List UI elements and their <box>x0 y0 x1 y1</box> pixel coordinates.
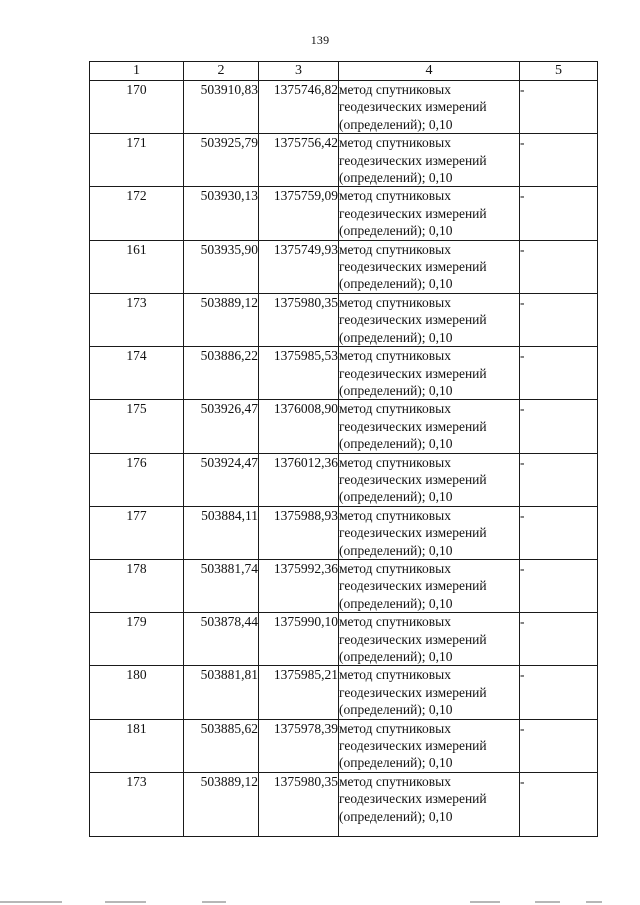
method-line: геодезических измерений <box>339 791 487 807</box>
method-line: (определений); 0,10 <box>339 436 453 452</box>
method-cell <box>339 613 520 666</box>
method-line: (определений); 0,10 <box>339 755 453 771</box>
table-row <box>90 187 598 240</box>
method-line: (определений); 0,10 <box>339 223 453 239</box>
table-row <box>90 240 598 293</box>
x-coordinate-cell: 503881,81 <box>184 666 259 719</box>
y-coordinate-cell: 1375985,53 <box>259 347 339 400</box>
column-5-cell: - <box>520 506 598 559</box>
method-cell <box>339 293 520 346</box>
table-row <box>90 772 598 836</box>
method-line: (определений); 0,10 <box>339 116 453 132</box>
column-5-cell: - <box>520 453 598 506</box>
method-cell <box>339 187 520 240</box>
method-cell <box>339 347 520 400</box>
y-coordinate-cell: 1375749,93 <box>259 240 339 293</box>
header-col-4: 4 <box>339 62 520 81</box>
method-line: геодезических измерений <box>339 684 487 700</box>
header-row <box>90 62 598 81</box>
y-coordinate-cell: 1375746,82 <box>259 81 339 134</box>
column-5-cell: - <box>520 613 598 666</box>
method-line: метод спутниковых <box>339 454 451 470</box>
table-row <box>90 400 598 453</box>
column-5-cell: - <box>520 559 598 612</box>
x-coordinate-cell: 503910,83 <box>184 81 259 134</box>
header-col-2: 2 <box>184 62 259 81</box>
table-row <box>90 666 598 719</box>
table-row <box>90 613 598 666</box>
method-cell <box>339 400 520 453</box>
column-5-cell: - <box>520 134 598 187</box>
table-row <box>90 134 598 187</box>
column-5-cell: - <box>520 666 598 719</box>
method-line: (определений); 0,10 <box>339 649 453 664</box>
table-row <box>90 453 598 506</box>
point-number-cell: 178 <box>90 559 184 612</box>
method-line: метод спутниковых <box>339 188 451 204</box>
y-coordinate-cell: 1376012,36 <box>259 453 339 506</box>
method-line: метод спутниковых <box>339 560 451 576</box>
y-coordinate-cell: 1375990,10 <box>259 613 339 666</box>
y-coordinate-cell: 1375992,36 <box>259 559 339 612</box>
method-line: метод спутниковых <box>339 773 451 789</box>
table-row <box>90 293 598 346</box>
method-line: геодезических измерений <box>339 578 487 594</box>
method-line: геодезических измерений <box>339 259 487 275</box>
x-coordinate-cell: 503878,44 <box>184 613 259 666</box>
method-line: геодезических измерений <box>339 152 487 168</box>
method-line: метод спутниковых <box>339 401 451 417</box>
y-coordinate-cell: 1375756,42 <box>259 134 339 187</box>
method-line: метод спутниковых <box>339 294 451 310</box>
method-cell <box>339 506 520 559</box>
method-line: (определений); 0,10 <box>339 170 453 186</box>
method-cell <box>339 772 520 836</box>
column-5-cell: - <box>520 772 598 836</box>
point-number-cell: 172 <box>90 187 184 240</box>
method-line: геодезических измерений <box>339 312 487 328</box>
column-5-cell: - <box>520 81 598 134</box>
y-coordinate-cell: 1375980,35 <box>259 293 339 346</box>
point-number-cell: 175 <box>90 400 184 453</box>
column-5-cell: - <box>520 240 598 293</box>
x-coordinate-cell: 503926,47 <box>184 400 259 453</box>
x-coordinate-cell: 503886,22 <box>184 347 259 400</box>
point-number-cell: 179 <box>90 613 184 666</box>
table-row <box>90 81 598 134</box>
x-coordinate-cell: 503885,62 <box>184 719 259 772</box>
column-5-cell: - <box>520 400 598 453</box>
method-line: геодезических измерений <box>339 99 487 115</box>
point-number-cell: 177 <box>90 506 184 559</box>
method-line: геодезических измерений <box>339 365 487 381</box>
method-line: (определений); 0,10 <box>339 702 453 718</box>
method-line: (определений); 0,10 <box>339 382 453 398</box>
point-number-cell: 171 <box>90 134 184 187</box>
method-line: геодезических измерений <box>339 738 487 754</box>
y-coordinate-cell: 1375759,09 <box>259 187 339 240</box>
method-line: метод спутниковых <box>339 720 451 736</box>
method-line: геодезических измерений <box>339 205 487 221</box>
method-line: (определений); 0,10 <box>339 595 453 611</box>
method-line: геодезических измерений <box>339 418 487 434</box>
method-line: метод спутниковых <box>339 82 451 97</box>
method-line: геодезических измерений <box>339 631 487 647</box>
column-5-cell: - <box>520 719 598 772</box>
method-line: (определений); 0,10 <box>339 276 453 292</box>
point-number-cell: 173 <box>90 772 184 836</box>
method-cell <box>339 453 520 506</box>
method-line: метод спутниковых <box>339 667 451 683</box>
header-col-3: 3 <box>259 62 339 81</box>
method-line: (определений); 0,10 <box>339 489 453 505</box>
table-header <box>90 62 598 81</box>
method-cell <box>339 134 520 187</box>
coordinates-table <box>89 61 598 837</box>
page-number: 139 <box>310 33 330 47</box>
method-cell <box>339 559 520 612</box>
method-line: метод спутниковых <box>339 507 451 523</box>
x-coordinate-cell: 503925,79 <box>184 134 259 187</box>
method-line: геодезических измерений <box>339 471 487 487</box>
y-coordinate-cell: 1375988,93 <box>259 506 339 559</box>
method-line: (определений); 0,10 <box>339 542 453 558</box>
y-coordinate-cell: 1375978,39 <box>259 719 339 772</box>
table-row <box>90 719 598 772</box>
column-5-cell: - <box>520 187 598 240</box>
header-col-5: 5 <box>520 62 598 81</box>
table-row <box>90 559 598 612</box>
x-coordinate-cell: 503924,47 <box>184 453 259 506</box>
column-5-cell: - <box>520 347 598 400</box>
x-coordinate-cell: 503930,13 <box>184 187 259 240</box>
header-col-1: 1 <box>90 62 184 81</box>
point-number-cell: 173 <box>90 293 184 346</box>
method-cell <box>339 81 520 134</box>
scan-edge-marks <box>0 897 640 905</box>
point-number-cell: 180 <box>90 666 184 719</box>
method-cell <box>339 666 520 719</box>
y-coordinate-cell: 1375980,35 <box>259 772 339 836</box>
table-row <box>90 506 598 559</box>
x-coordinate-cell: 503889,12 <box>184 293 259 346</box>
point-number-cell: 176 <box>90 453 184 506</box>
point-number-cell: 174 <box>90 347 184 400</box>
method-line: геодезических измерений <box>339 525 487 541</box>
method-line: метод спутниковых <box>339 614 451 630</box>
x-coordinate-cell: 503884,11 <box>184 506 259 559</box>
method-line: метод спутниковых <box>339 241 451 257</box>
method-line: (определений); 0,10 <box>339 808 453 824</box>
table-body <box>90 81 598 837</box>
y-coordinate-cell: 1375985,21 <box>259 666 339 719</box>
method-line: метод спутниковых <box>339 135 451 151</box>
y-coordinate-cell: 1376008,90 <box>259 400 339 453</box>
method-cell <box>339 240 520 293</box>
x-coordinate-cell: 503889,12 <box>184 772 259 836</box>
point-number-cell: 161 <box>90 240 184 293</box>
point-number-cell: 170 <box>90 81 184 134</box>
column-5-cell: - <box>520 293 598 346</box>
method-line: метод спутниковых <box>339 348 451 364</box>
x-coordinate-cell: 503935,90 <box>184 240 259 293</box>
method-cell <box>339 719 520 772</box>
x-coordinate-cell: 503881,74 <box>184 559 259 612</box>
method-line: (определений); 0,10 <box>339 329 453 345</box>
table-row <box>90 347 598 400</box>
point-number-cell: 181 <box>90 719 184 772</box>
